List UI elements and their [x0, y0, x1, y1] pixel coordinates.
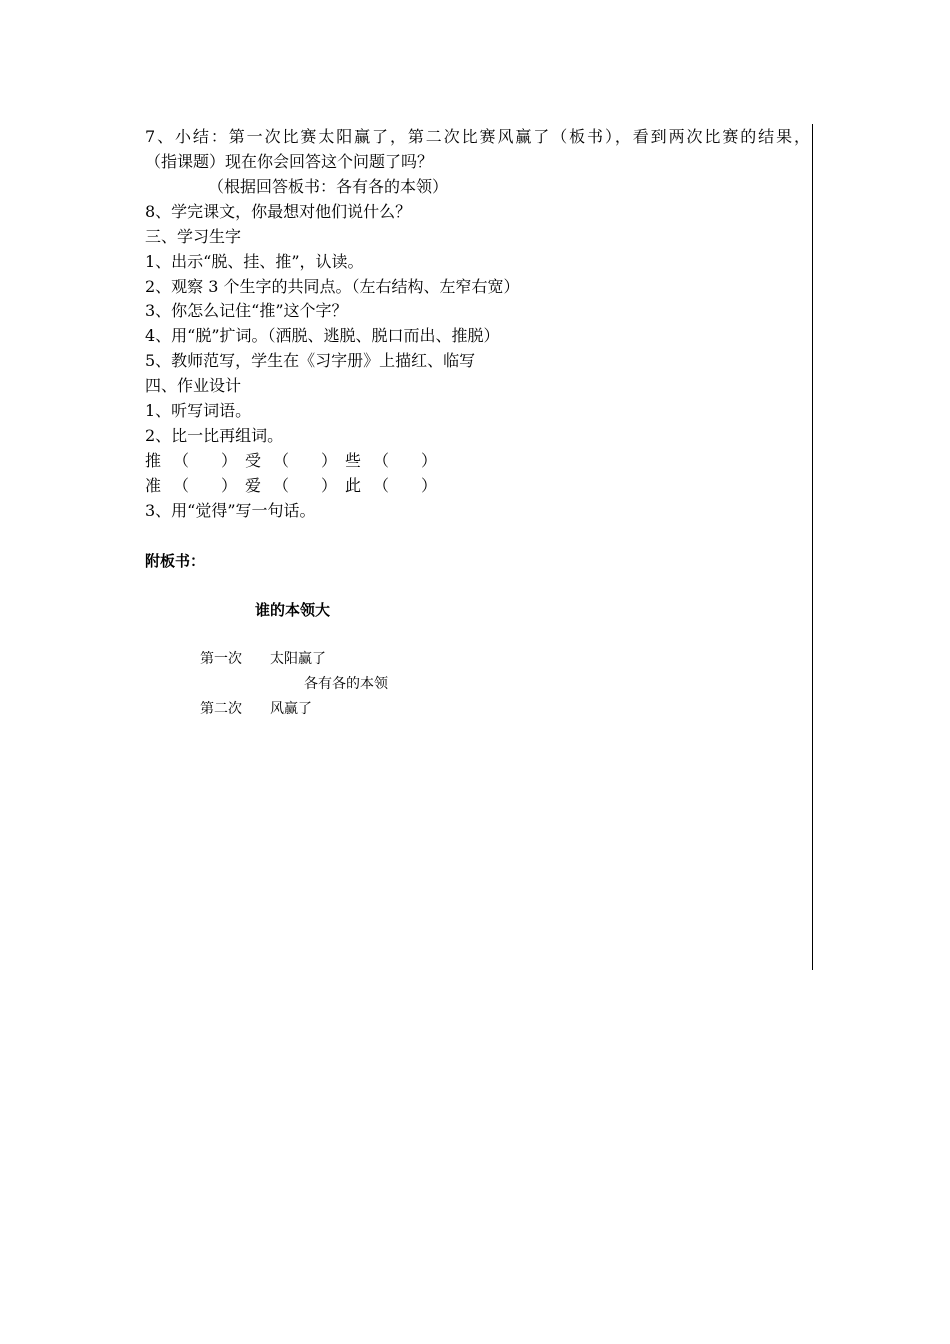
text-line-step-1: 1、出示“脱、挂、推”，认读。: [145, 252, 364, 271]
compare-char: 爱: [245, 476, 262, 495]
text-line-step-8: 8、学完课文，你最想对他们说什么？: [145, 202, 412, 221]
board-second-result: 风赢了: [270, 701, 312, 717]
text-line-step-3: 3、你怎么记住“推”这个字？: [145, 301, 348, 320]
text-line-homework-2: 2、比一比再组词。: [145, 426, 284, 445]
compare-char: 些: [345, 451, 362, 470]
text-line-step-4: 4、用“脱”扩词。（洒脱、逃脱、脱口而出、推脱）: [145, 326, 500, 345]
board-first-result: 太阳赢了: [270, 651, 326, 667]
text-line-step-5: 5、教师范写，学生在《习字册》上描红、临写: [145, 351, 476, 370]
board-second-label: 第二次: [200, 701, 242, 717]
board-heading: 附板书：: [145, 552, 206, 570]
compare-char: 此: [345, 476, 362, 495]
section-heading-new-characters: 三、学习生字: [145, 227, 242, 246]
text-line-homework-1: 1、听写词语。: [145, 401, 252, 420]
board-conclusion: 各有各的本领: [304, 676, 388, 692]
table-border-right: [812, 124, 813, 970]
compare-char: 受: [245, 451, 262, 470]
board-title: 谁的本领大: [255, 601, 331, 619]
text-line-question: （指课题）现在你会回答这个问题了吗？: [145, 152, 434, 171]
text-line-homework-3: 3、用“觉得”写一句话。: [145, 501, 316, 520]
blank-paren: （ ）: [373, 476, 438, 495]
text-line-summary: 7、小结：第一次比赛太阳赢了，第二次比赛风赢了（板书），看到两次比赛的结果，: [145, 127, 810, 146]
compare-char: 准: [145, 476, 162, 495]
compare-row: [145, 448, 445, 473]
section-heading-homework: 四、作业设计: [145, 376, 242, 395]
text-line-step-2: 2、观察 3 个生字的共同点。（左右结构、左窄右宽）: [145, 277, 520, 296]
text-line-board-note: （根据回答板书：各有各的本领）: [208, 177, 449, 196]
board-first-label: 第一次: [200, 651, 242, 667]
blank-paren: （ ）: [273, 476, 338, 495]
blank-paren: （ ）: [173, 451, 238, 470]
blank-paren: （ ）: [173, 476, 238, 495]
compare-row: [145, 473, 445, 498]
blank-paren: （ ）: [273, 451, 338, 470]
blank-paren: （ ）: [373, 451, 438, 470]
compare-char: 推: [145, 451, 162, 470]
